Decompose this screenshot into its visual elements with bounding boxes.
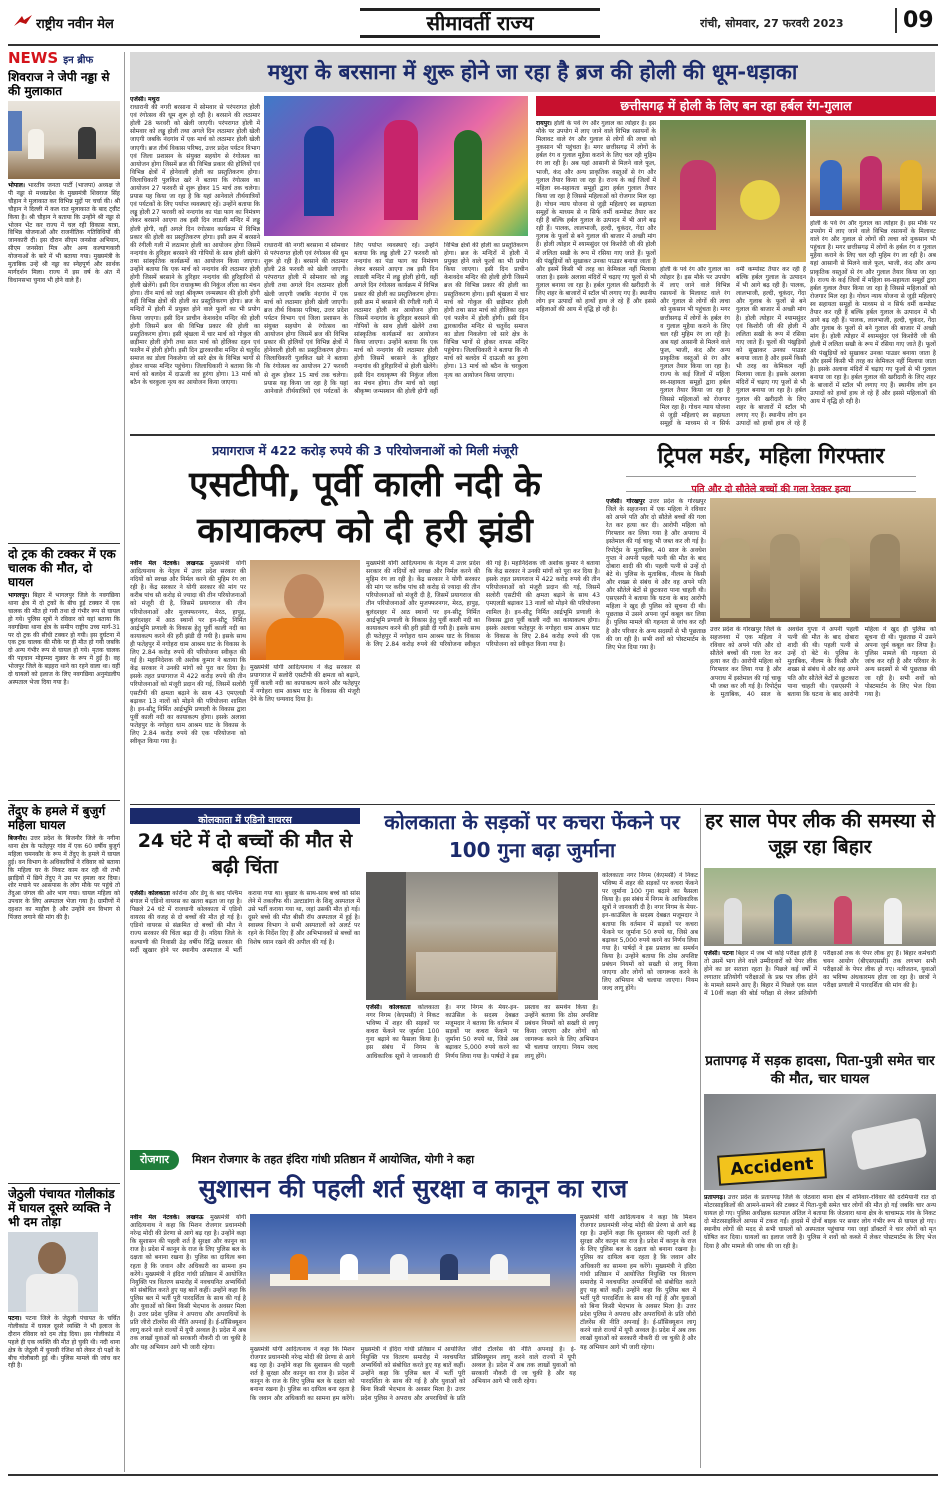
triple-murder-story	[606, 440, 936, 800]
triple-murder-subhead-bar	[626, 476, 916, 495]
students-photo	[704, 868, 936, 946]
sidebar-dateline: पटना।	[8, 1315, 22, 1322]
chhattisgarh-text: होली के पर्व रंग और गुलाल का त्योहार है। इस मौके पर उपयोग में लाए जाने वाले विभिन्न रसायनों के मिलावट वाले रंग और गुलाल से लोगों की त्वचा को नुकसान भी पहुंचता है। मगर छत्तीसगढ़ में लोगों के हर्बल रंग व गुलाल मुहैया कराने के लिए चल रही मुहिम रंग ला रही है। अब यहां आसानी से मिलने वाले फूल, भाजी, कंद और अन्य प्राकृतिक वस्तुओं से रंग और गुलाल तैयार किया जा रहा है। राज्य के कई जिलों में महिला स्व-सहायता समूहों द्वारा हर्बल गुलाल तैयार किया जा रहा है जिससे महिलाओं को रोजगार मिल रहा है। गोधन न्याय योजना से जुड़ी महिलाएं स्व सहायता समूहों के माध्यम से न सिर्फ वर्मी कम्पोस्ट तैयार कर रही हैं बल्कि हर्बल गुलाल के उत्पादन में भी आगे बढ़ रही हैं। पालक, लालभाजी, हल्दी, चुकंदर, गेंदा और गुलाब के फूलों से बने गुलाल की बाजार में अच्छी मांग है। होली त्योहार में श्यामसुंदर एवं किशोरी जी की होली में ललिता सखी के रूप में रसिया गाए जाते हैं। फूलों की पंखुड़ियों को सुखाकर उनका पाउडर बनाया जाता है और इसमें किसी भी तरह का केमिकल नहीं मिलाया जाता है। इसके अलावा मंदिरों में चढ़ाए गए फूलों से भी गुलाल बनाया जा रहा है। हर्बल गुलाल की खरीदारी के लिए शहर के बाजारों में स्टॉल भी लगाए गए हैं। स्थानीय लोग इन उत्पादों को हाथों हाथ ले रहे हैं और इससे महिलाओं की आय में वृद्धि हो रही है।	[536, 120, 656, 314]
page-number: 09	[895, 8, 934, 33]
lead-text-col1: राधारानी की नगरी बरसाना में सोमवार से परंपरागत होली एवं रंगोत्सव की धूम शुरू हो रही है। बरसाने की लठामार होली 28 फरवरी को खेली जाएगी। परंपरागत होली में सोमवार को लड्डू होली तथा अगले दिन लठामार होली खेली जाएगी जबकि नंदगांव में एक मार्च को लठामार होली खेली जाएगी। ब्रज तीर्थ विकास परिषद, उत्तर प्रदेश पर्यटन विभाग एवं जिला प्रशासन के संयुक्त सहयोग से रंगोत्सव का आयोजन होगा जिसमें ब्रज की विभिन्न प्रकार की होलियों एवं विभिन्न क्षेत्रों में होनेवाली होली का प्रस्तुतिकरण होगा। जिलाधिकारी पुलकित खरे ने बताया कि रंगोत्सव का आयोजन 27 फरवरी से शुरू होकर 15 मार्च तक चलेगा। प्रयास यह किया जा रहा है कि यहां आनेवाले तीर्थयात्रियों एवं पर्यटकों के लिए पर्याप्त व्यवस्थाएं रहें। उन्होंने बताया कि लड्डू होली 27 फरवरी को नन्दगांव का पंडा फाग का निमंत्रण लेकर बरसाने आएगा तब इसी दिन लाडली मन्दिर में लड्डू होली होगी, वहीं अगले दिन रंगोत्सव कार्यक्रम में विभिन्न प्रकार की होली का प्रस्तुतिकरण होगा। इसी क्रम में बरसाने की रंगीली गली में लठामार होली का आयोजन होगा जिसमें नन्दगांव के हुरिहार बरसाने की गोपियों के साथ होली खेलेंगे तथा सांस्कृतिक कार्यक्रमों का आयोजन किया जाएगा। उन्होंने बताया कि एक मार्च को नन्दगांव की लठामार होली होगी जिसमें बरसाने के हुरिहार नन्दगांव की हुरिहारिनों से होली खेलेंगे। इसी दिन राधाकृष्ण की निकुंज लीला का मंचन होगा। तीन मार्च को जहां श्रीकृष्ण जन्मस्थान की होली होगी वहीं विभिन्न क्षेत्रों की होली का प्रस्तुतिकरण होगा। ब्रज के मन्दिरों में होली में प्रयुक्त होने वाले फूलों का भी प्रयोग किया जाएगा। इसी दिन प्राचीन केशवदेव मन्दिर की होली होगी जिसमें ब्रज की विभिन्न प्रकार की होली का प्रस्तुतिकरण होगा। इसी श्रृंखला में चार मार्च को गोकुल की छड़ीमार होली होगी तथा सात मार्च को होलिका दहन एवं फालैन में होली होगी। इसी दिन द्वारकाधीश मन्दिर से चतुर्वेद समाज का डोला निकलेगा जो सारे क्षेत्र के विभिन्न भागों से होकर वापस मन्दिर पहुंचेगा। जिलाधिकारी ने बताया कि नौ मार्च को बलदेव में दाऊजी का हुरंगा होगा। 13 मार्च को बठैन के चरकुला नृत्य का आयोजन किया जाएगा।	[130, 104, 260, 387]
masthead-bar	[0, 0, 945, 48]
kolkata-virus-text: कोरोना और डेंगू के बाद पश्चिम बंगाल में एडिनो वायरस का खतरा बढ़ता जा रहा है। पिछले 24 घंटे में राजधानी कोलकाता में एडिनो वायरस की वजह से दो बच्चों की मौत हो गई है। एडिनो वायरस से संक्रमित दो बच्चों की मौत ने राज्य सरकार की चिंता बढ़ा दी है। नदिया जिले के कल्याणी की निवासी ढेड़ वर्षीय रिद्धि सरकार की सर्दी खुखार होने पर स्थानीय अस्पताल में भर्ती कराया गया था। बुखार के साथ-साथ बच्चे को सांस लेने में तकलीफ थी। उल्टाडांगा के शिशु अस्पताल में उसे भर्ती कराया गया था, जहां उसकी मौत हो गई। दूसरे बच्चे की मौत बीसी रॉय अस्पताल में हुई है। स्वास्थ्य विभाग ने सभी अस्पतालों को अलर्ट पर रहने के निर्देश दिए हैं और अभिभावकों से बच्चों का विशेष ध्यान रखने की अपील की गई है।	[130, 890, 360, 954]
pratapgarh-headline: प्रतापगढ़ में सड़क हादसा, पिता-पुत्री समेत चार की मौत, चार घायल	[705, 1053, 935, 1087]
prayagraj-text-continued: मुख्यमंत्री योगी आदित्यनाथ के नेतृत्व में उत्तर प्रदेश सरकार की नदियों को स्वच्छ और निर्मल करने की मुहिम रंग ला रही है। केंद्र सरकार ने योगी सरकार की मांग पर करीब पांच सौ करोड़ से ज्यादा की तीन परियोजनाओं को मंजूरी दी है, जिसमें प्रयागराज की तीन परियोजनाओं और मुजफ्फरनगर, मेरठ, हापुड़, बुलंदशहर में आठ स्थानों पर इन-सीटू निर्मित आर्द्रभूमि प्रणाली के विकास हेतु पूर्वी काली नदी का कायाकल्प करने की हरी झंडी दी गयी है। इसके साथ ही फतेहपुर में नगोहरा धाम आश्रम घाट के विकास के लिए 2.84 करोड़ रुपये की परियोजना स्वीकृत की गई है। महानिदेशक जी अशोक कुमार ने बताया कि केंद्र सरकार ने उनकी मांगों को पूरा कर दिया है। इसके तहत प्रयागराज में 422 करोड़ रुपये की तीन परियोजनाओं को मंजूरी प्रदान की गई, जिसमें सलोरी एसटीपी की क्षमता बढ़ाने के साथ 43 एमएलडी बढ़ाकर 13 नालों को मोड़ने की परियोजना शामिल है। इन-सीटू निर्मित आर्द्रभूमि प्रणाली के विकास द्वारा पूर्वी काली नदी का कायाकल्प होगा। इसके अलावा फतेहपुर के नगोहरा धाम आश्रम घाट के विकास के लिए 2.84 करोड़ रुपये की एक परियोजना को स्वीकृत किया गया है।	[366, 560, 600, 648]
pratapgarh-text: उत्तर प्रदेश के प्रतापगढ़ जिले के जेठवारा थाना क्षेत्र में शनिवार-रविवार की दरमियानी रात दो मोटरसाइकिलों की आमने-सामने की टक्कर में पिता-पुत्री समेत चार लोगों की मौत हो गई जबकि चार अन्य घायल हो गए। पुलिस अधीक्षक सतपाल अंतिल ने बताया कि जेठवारा थाना क्षेत्र के चाचामऊ गांव के निकट दो मोटरसाइकिलें आपस में टकरा गईं। हादसे में दोनों बाइक पर सवार लोग गंभीर रूप से घायल हो गए। स्थानीय लोगों की मदद से सभी घायलों को अस्पताल पहुंचाया गया जहां डॉक्टरों ने चार लोगों को मृत घोषित कर दिया। घायलों का इलाज जारी है। पुलिस ने शवों को कब्जे में लेकर पोस्टमार्टम के लिए भेज दिया है और मामले की जांच की जा रही है।	[704, 1194, 936, 1250]
sidebar	[8, 48, 120, 1478]
paper-leak-story	[704, 808, 936, 1048]
kolkata-virus-story	[130, 808, 360, 1144]
paper-leak-dateline: एजेंसी। पटना	[704, 950, 734, 957]
rozgar-kicker-row	[130, 1148, 696, 1170]
paper-logo	[12, 12, 34, 30]
women-group-photo	[810, 120, 936, 216]
event-stage-photo	[250, 1214, 576, 1342]
rozgar-tag: रोजगार	[130, 1150, 179, 1170]
prayagraj-kicker: प्रयागराज में 422 करोड़ रुपये की 3 परियोजनाओं को मिली मंजूरी	[212, 443, 518, 458]
rozgar-text: मुख्यमंत्री योगी आदित्यनाथ ने कहा कि मिशन रोजगार प्रधानमंत्री नरेन्द्र मोदी की प्रेरणा से आगे बढ़ रहा है। उन्होंने कहा कि सुशासन की पहली शर्त है सुरक्षा और कानून का राज है। प्रदेश में कानून के राज के लिए पुलिस बल के दक्षता को बनाना रखना है। पुलिस का दायित्व बना रहता है कि जवान और अधिकारी का सामना हम करेंगे। मुख्यमंत्री ने इंदिरा गांधी प्रतिष्ठान में आयोजित नियुक्ति पत्र वितरण समारोह में नवचयनित अभ्यर्थियों को संबोधित करते हुए यह बातें कहीं। उन्होंने कहा कि पुलिस बल में भर्ती पूरी पारदर्शिता के साथ की गई है और युवाओं को बिना किसी भेदभाव के अवसर मिला है। उत्तर प्रदेश पुलिस ने अपराध और अपराधियों के प्रति जीरो टॉलरेंस की नीति अपनाई है। ई-प्रॉसिक्यूशन लागू करने वाले राज्यों में यूपी अव्वल है। प्रदेश में अब तक लाखों युवाओं को सरकारी नौकरी दी जा चुकी है और यह अभियान आगे भी जारी रहेगा।	[130, 1214, 246, 1351]
accident-sign-text: Accident	[729, 1154, 815, 1180]
section-title-bar	[360, 8, 600, 38]
kolkata-virus-headline: 24 घंटे में दो बच्चों की मौत से बढ़ी चिंता	[137, 830, 353, 878]
chhattisgarh-text-col4: होली के पर्व रंग और गुलाल का त्योहार है। इस मौके पर उपयोग में लाए जाने वाले विभिन्न रसायनों के मिलावट वाले रंग और गुलाल से लोगों की त्वचा को नुकसान भी पहुंचता है। मगर छत्तीसगढ़ में लोगों के हर्बल रंग व गुलाल मुहैया कराने के लिए चल रही मुहिम रंग ला रही है। अब यहां आसानी से मिलने वाले फूल, भाजी, कंद और अन्य प्राकृतिक वस्तुओं से रंग और गुलाल तैयार किया जा रहा है। राज्य के कई जिलों में महिला स्व-सहायता समूहों द्वारा हर्बल गुलाल तैयार किया जा रहा है जिससे महिलाओं को रोजगार मिल रहा है। गोधन न्याय योजना से जुड़ी महिलाएं स्व सहायता समूहों के माध्यम से न सिर्फ वर्मी कम्पोस्ट तैयार कर रही हैं बल्कि हर्बल गुलाल के उत्पादन में भी आगे बढ़ रही हैं। पालक, लालभाजी, हल्दी, चुकंदर, गेंदा और गुलाब के फूलों से बने गुलाल की बाजार में अच्छी मांग है। होली त्योहार में श्यामसुंदर एवं किशोरी जी की होली में ललिता सखी के रूप में रसिया गाए जाते हैं। फूलों की पंखुड़ियों को सुखाकर उनका पाउडर बनाया जाता है और इसमें किसी भी तरह का केमिकल नहीं मिलाया जाता है। इसके अलावा मंदिरों में चढ़ाए गए फूलों से भी गुलाल बनाया जा रहा है। हर्बल गुलाल की खरीदारी के लिए शहर के बाजारों में स्टॉल भी लगाए गए हैं। स्थानीय लोग इन उत्पादों को हाथों हाथ ले रहे हैं और इससे महिलाओं की आय में वृद्धि हो रही है।	[810, 220, 936, 406]
kolkata-virus-kicker-bar	[130, 808, 360, 824]
kolkata-virus-kicker: कोलकाता में एडिनो वायरस	[198, 815, 292, 826]
sidebar-item	[8, 804, 120, 1180]
prayagraj-caption: मुख्यमंत्री योगी आदित्यनाथ ने केंद्र सरकार से प्रयागराज में सलोरी एसटीपी की क्षमता को बढ़ाने, पूर्वी काली नदी का कायाकल्प करने और फतेहपुर में नगोहरा धाम आश्रम घाट के विकास की मंजूरी देने के लिए धन्यवाद दिया है।	[250, 664, 360, 704]
pratapgarh-story	[704, 1052, 936, 1466]
lead-text-continued: राधारानी की नगरी बरसाना में सोमवार से परंपरागत होली एवं रंगोत्सव की धूम शुरू हो रही है। बरसाने की लठामार होली 28 फरवरी को खेली जाएगी। परंपरागत होली में सोमवार को लड्डू होली तथा अगले दिन लठामार होली खेली जाएगी जबकि नंदगांव में एक मार्च को लठामार होली खेली जाएगी। ब्रज तीर्थ विकास परिषद, उत्तर प्रदेश पर्यटन विभाग एवं जिला प्रशासन के संयुक्त सहयोग से रंगोत्सव का आयोजन होगा जिसमें ब्रज की विभिन्न प्रकार की होलियों एवं विभिन्न क्षेत्रों में होनेवाली होली का प्रस्तुतिकरण होगा। जिलाधिकारी पुलकित खरे ने बताया कि रंगोत्सव का आयोजन 27 फरवरी से शुरू होकर 15 मार्च तक चलेगा। प्रयास यह किया जा रहा है कि यहां आनेवाले तीर्थयात्रियों एवं पर्यटकों के लिए पर्याप्त व्यवस्थाएं रहें। उन्होंने बताया कि लड्डू होली 27 फरवरी को नन्दगांव का पंडा फाग का निमंत्रण लेकर बरसाने आएगा तब इसी दिन लाडली मन्दिर में लड्डू होली होगी, वहीं अगले दिन रंगोत्सव कार्यक्रम में विभिन्न प्रकार की होली का प्रस्तुतिकरण होगा। इसी क्रम में बरसाने की रंगीली गली में लठामार होली का आयोजन होगा जिसमें नन्दगांव के हुरिहार बरसाने की गोपियों के साथ होली खेलेंगे तथा सांस्कृतिक कार्यक्रमों का आयोजन किया जाएगा। उन्होंने बताया कि एक मार्च को नन्दगांव की लठामार होली होगी जिसमें बरसाने के हुरिहार नन्दगांव की हुरिहारिनों से होली खेलेंगे। इसी दिन राधाकृष्ण की निकुंज लीला का मंचन होगा। तीन मार्च को जहां श्रीकृष्ण जन्मस्थान की होली होगी वहीं विभिन्न क्षेत्रों की होली का प्रस्तुतिकरण होगा। ब्रज के मन्दिरों में होली में प्रयुक्त होने वाले फूलों का भी प्रयोग किया जाएगा। इसी दिन प्राचीन केशवदेव मन्दिर की होली होगी जिसमें ब्रज की विभिन्न प्रकार की होली का प्रस्तुतिकरण होगा। इसी श्रृंखला में चार मार्च को गोकुल की छड़ीमार होली होगी तथा सात मार्च को होलिका दहन एवं फालैन में होली होगी। इसी दिन द्वारकाधीश मन्दिर से चतुर्वेद समाज का डोला निकलेगा जो सारे क्षेत्र के विभिन्न भागों से होकर वापस मन्दिर पहुंचेगा। जिलाधिकारी ने बताया कि नौ मार्च को बलदेव में दाऊजी का हुरंगा होगा। 13 मार्च को बठैन के चरकुला नृत्य का आयोजन किया जाएगा।	[264, 242, 528, 395]
news-in-brief-label	[8, 48, 120, 70]
kolkata-garbage-text: कोलकाता नगर निगम (केएमसी) ने निकट भविष्य में शहर की सड़कों पर कचरा फेंकने पर जुर्माना 100 गुना बढ़ाने का फैसला किया है। इस संबंध में निगम के आधिकारिक सूत्रों ने जानकारी दी है। नगर निगम के मेयर-इन-काउंसिल के सदस्य देबब्रत मजूमदार ने बताया कि वर्तमान में सड़कों पर कचरा फेंकने पर जुर्माना 50 रुपये था, जिसे अब बढ़ाकर 5,000 रुपये करने का निर्णय लिया गया है। पार्षदों ने इस प्रस्ताव का समर्थन किया है। उन्होंने बताया कि ठोस अपशिष्ट प्रबंधन नियमों को सख्ती से लागू किया जाएगा और लोगों को जागरूक करने के लिए अभियान भी चलाया जाएगा। नियम जल्द लागू होंगे।	[366, 1004, 598, 1060]
section-title: सीमावर्ती राज्य	[426, 11, 534, 35]
triple-murder-dateline: एजेंसी। गोरखपुर	[606, 498, 645, 505]
chhattisgarh-headline-bar	[536, 96, 936, 116]
sidebar-dateline: भोपाल।	[8, 182, 26, 189]
rozgar-dateline: नवीन मेल नेटवर्क। लखनऊ	[130, 1214, 204, 1221]
rozgar-story	[130, 1148, 696, 1468]
holi-photo	[264, 96, 528, 236]
kolkata-garbage-dateline: एजेंसी। कोलकाता	[366, 1004, 411, 1011]
rozgar-headline: सुशासन की पहली शर्त सुरक्षा व कानून का राज	[198, 1174, 628, 1203]
lead-dateline: एजेंसी। मथुरा	[130, 96, 160, 103]
lead-headline: मथुरा के बरसाना में शुरू होने जा रहा है ब्रज की होली की धूम-धड़ाका	[267, 60, 798, 84]
rozgar-text-col: मुख्यमंत्री योगी आदित्यनाथ ने कहा कि मिशन रोजगार प्रधानमंत्री नरेन्द्र मोदी की प्रेरणा से आगे बढ़ रहा है। उन्होंने कहा कि सुशासन की पहली शर्त है सुरक्षा और कानून का राज है। प्रदेश में कानून के राज के लिए पुलिस बल के दक्षता को बनाना रखना है। पुलिस का दायित्व बना रहता है कि जवान और अधिकारी का सामना हम करेंगे। मुख्यमंत्री ने इंदिरा गांधी प्रतिष्ठान में आयोजित नियुक्ति पत्र वितरण समारोह में नवचयनित अभ्यर्थियों को संबोधित करते हुए यह बातें कहीं। उन्होंने कहा कि पुलिस बल में भर्ती पूरी पारदर्शिता के साथ की गई है और युवाओं को बिना किसी भेदभाव के अवसर मिला है। उत्तर प्रदेश पुलिस ने अपराध और अपराधियों के प्रति जीरो टॉलरेंस की नीति अपनाई है। ई-प्रॉसिक्यूशन लागू करने वाले राज्यों में यूपी अव्वल है। प्रदेश में अब तक लाखों युवाओं को सरकारी नौकरी दी जा चुकी है और यह अभियान आगे भी जारी रहेगा।	[580, 1214, 696, 1351]
sidebar-title: जेठुली पंचायत गोलीकांड में घायल दूसरे व्यक्ति ने भी दम तोड़ा	[8, 1187, 115, 1229]
brief-label: इन ब्रीफ	[63, 55, 94, 66]
paper-leak-text: बिहार में जब भी कोई परीक्षा होती है तो उसमें भाग लेने वाले उम्मीदवारों को पेपर लीक होने का डर सताता रहता है। पिछले कई वर्षों में लगातार प्रतियोगी परीक्षाओं के प्रश्न पत्र लीक होने के मामले सामने आए हैं। बिहार में पिछले एक साल में 10वीं कक्षा की बोर्ड परीक्षा से लेकर प्रतियोगी परीक्षाओं तक के पेपर लीक हुए हैं। बिहार कर्मचारी चयन आयोग (बीएसएससी) तक लगभग सभी परीक्षाओं के पेपर लीक हो गए। नतीजतन, युवाओं का भविष्य अंधकारमय होता जा रहा है। छात्रों ने परीक्षा प्रणाली में पारदर्शिता की मांग की है।	[704, 950, 936, 998]
kolkata-garbage-headline: कोलकाता के सड़कों पर कचरा फेंकने पर 100 गुना बढ़ा जुर्माना	[384, 810, 680, 862]
sidebar-text: उत्तर प्रदेश के बिजनौर जिले के नगीना थाना क्षेत्र के फतेहपुर गांव में एक 60 वर्षीय बुजुर्ग महिला चमनकौर के रूप में तेंदुए के हमले में घायल हुई। वन विभाग के अधिकारियों ने रविवार को बताया कि महिला घर के निकट काम कर रही थी तभी झाड़ियों में छिपे तेंदुए ने उस पर हमला कर दिया। शोर मचाने पर आसपास के लोग मौके पर पहुंचे तो तेंदुआ जंगल की ओर भाग गया। घायल महिला को उपचार के लिए अस्पताल भेजा गया है। ग्रामीणों में दहशत का माहौल है और उन्होंने वन विभाग से पिंजरा लगाने की मांग की है।	[8, 835, 120, 922]
triple-murder-subhead: पति और दो सौतेले बच्चों की गला रेतकर हत्या	[691, 484, 851, 495]
meeting-photo	[8, 101, 120, 179]
triple-murder-headline: ट्रिपल मर्डर, महिला गिरफ्तार	[657, 444, 885, 469]
sidebar-text: भारतीय जनता पार्टी (भाजपा) अध्यक्ष जे पी नड्डा से मध्यप्रदेश के मुख्यमंत्री शिवराज सिंह चौहान ने मुलाकात कर विभिन्न मुद्दों पर चर्चा की। श्री चौहान ने दिल्ली में कल रात मुलाकात के बाद ट्वीट किया है। श्री चौहान ने बताया कि उन्होंने श्री नड्डा से भोजन भेंट कर राज्य में चल रही विकास यात्रा, विभिन्न योजनाओं और राजनीतिक गतिविधियों की जानकारी दी। इस दौरान सीएम जनसेवा अभियान, सीएम जनसेवा मित्र और अन्य कल्याणकारी योजनाओं के बारे में भी बताया गया। मुख्यमंत्री के मुताबिक उन्हें श्री नड्डा का स्नेहपूर्ण और सार्थक मार्गदर्शन मिला। राज्य में इस वर्ष के अंत में विधानसभा चुनाव भी होने वाले हैं।	[8, 182, 120, 284]
portrait-photo	[8, 1232, 98, 1312]
prayagraj-headline: एसटीपी, पूर्वी काली नदी के कायाकल्प को दी हरी झंडी	[189, 465, 541, 551]
yogi-photo	[250, 560, 360, 660]
kolkata-garbage-text-col: कोलकाता नगर निगम (केएमसी) ने निकट भविष्य में शहर की सड़कों पर कचरा फेंकने पर जुर्माना 100 गुना बढ़ाने का फैसला किया है। इस संबंध में निगम के आधिकारिक सूत्रों ने जानकारी दी है। नगर निगम के मेयर-इन-काउंसिल के सदस्य देबब्रत मजूमदार ने बताया कि वर्तमान में सड़कों पर कचरा फेंकने पर जुर्माना 50 रुपये था, जिसे अब बढ़ाकर 5,000 रुपये करने का निर्णय लिया गया है। पार्षदों ने इस प्रस्ताव का समर्थन किया है। उन्होंने बताया कि ठोस अपशिष्ट प्रबंधन नियमों को सख्ती से लागू किया जाएगा और लोगों को जागरूक करने के लिए अभियान भी चलाया जाएगा। नियम जल्द लागू होंगे।	[602, 872, 698, 993]
lead-story	[130, 96, 530, 431]
chhattisgarh-story	[536, 96, 936, 431]
lead-headline-bar	[130, 52, 935, 92]
garbage-street-photo	[366, 872, 598, 1000]
triple-murder-text-continued: उत्तर प्रदेश के गोरखपुर जिले के सहजनवा में एक महिला ने रविवार को अपने पति और दो सौतेले बच्चों की गला रेत कर हत्या कर दी। आरोपी महिला को गिरफ्तार कर लिया गया है और अपराध में इस्तेमाल की गई चाकू भी जब्त कर ली गई है। रिपोर्ट्स के मुताबिक, 40 साल के अवधेश गुप्ता ने अपनी पहली पत्नी की मौत के बाद दोबारा शादी की थी। पहली पत्नी से उन्हें दो बेटे थे। पुलिस के मुताबिक, नीलम के किसी और शख्स से संबंध थे और वह अपने पति और सौतेले बेटों से छुटकारा पाना चाहती थी। एसएसपी ने बताया कि घटना के बाद आरोपी महिला ने खुद ही पुलिस को सूचना दी थी। पूछताछ में उसने अपना जुर्म कबूल कर लिया है। पुलिस मामले की गहनता से जांच कर रही है और परिवार के अन्य सदस्यों से भी पूछताछ की जा रही है। सभी शवों को पोस्टमार्टम के लिए भेज दिया गया है।	[710, 626, 936, 698]
dateline-header: रांची, सोमवार, 27 फरवरी 2023	[700, 17, 844, 30]
kolkata-garbage-story	[366, 808, 698, 1144]
prayagraj-text: मुख्यमंत्री योगी आदित्यनाथ के नेतृत्व में उत्तर प्रदेश सरकार की नदियों को स्वच्छ और निर्मल करने की मुहिम रंग ला रही है। केंद्र सरकार ने योगी सरकार की मांग पर करीब पांच सौ करोड़ से ज्यादा की तीन परियोजनाओं को मंजूरी दी है, जिसमें प्रयागराज की तीन परियोजनाओं और मुजफ्फरनगर, मेरठ, हापुड़, बुलंदशहर में आठ स्थानों पर इन-सीटू निर्मित आर्द्रभूमि प्रणाली के विकास हेतु पूर्वी काली नदी का कायाकल्प करने की हरी झंडी दी गयी है। इसके साथ ही फतेहपुर में नगोहरा धाम आश्रम घाट के विकास के लिए 2.84 करोड़ रुपये की परियोजना स्वीकृत की गई है। महानिदेशक जी अशोक कुमार ने बताया कि केंद्र सरकार ने उनकी मांगों को पूरा कर दिया है। इसके तहत प्रयागराज में 422 करोड़ रुपये की तीन परियोजनाओं को मंजूरी प्रदान की गई, जिसमें सलोरी एसटीपी की क्षमता बढ़ाने के साथ 43 एमएलडी बढ़ाकर 13 नालों को मोड़ने की परियोजना शामिल है। इन-सीटू निर्मित आर्द्रभूमि प्रणाली के विकास द्वारा पूर्वी काली नदी का कायाकल्प होगा। इसके अलावा फतेहपुर के नगोहरा धाम आश्रम घाट के विकास के लिए 2.84 करोड़ रुपये की एक परियोजना को स्वीकृत किया गया है।	[130, 560, 246, 746]
sidebar-item	[8, 70, 120, 540]
chhattisgarh-headline: छत्तीसगढ़ में होली के लिए बन रहा हर्बल रंग-गुलाल	[620, 98, 852, 113]
chhattisgarh-dateline: रायपुर।	[536, 120, 552, 127]
kolkata-virus-dateline: एजेंसी। कोलकाता	[130, 890, 170, 897]
chhattisgarh-text-lower: होली के पर्व रंग और गुलाल का त्योहार है। इस मौके पर उपयोग में लाए जाने वाले विभिन्न रसायनों के मिलावट वाले रंग और गुलाल से लोगों की त्वचा को नुकसान भी पहुंचता है। मगर छत्तीसगढ़ में लोगों के हर्बल रंग व गुलाल मुहैया कराने के लिए चल रही मुहिम रंग ला रही है। अब यहां आसानी से मिलने वाले फूल, भाजी, कंद और अन्य प्राकृतिक वस्तुओं से रंग और गुलाल तैयार किया जा रहा है। राज्य के कई जिलों में महिला स्व-सहायता समूहों द्वारा हर्बल गुलाल तैयार किया जा रहा है जिससे महिलाओं को रोजगार मिल रहा है। गोधन न्याय योजना से जुड़ी महिलाएं स्व सहायता समूहों के माध्यम से न सिर्फ वर्मी कम्पोस्ट तैयार कर रही हैं बल्कि हर्बल गुलाल के उत्पादन में भी आगे बढ़ रही हैं। पालक, लालभाजी, हल्दी, चुकंदर, गेंदा और गुलाब के फूलों से बने गुलाल की बाजार में अच्छी मांग है। होली त्योहार में श्यामसुंदर एवं किशोरी जी की होली में ललिता सखी के रूप में रसिया गाए जाते हैं। फूलों की पंखुड़ियों को सुखाकर उनका पाउडर बनाया जाता है और इसमें किसी भी तरह का केमिकल नहीं मिलाया जाता है। इसके अलावा मंदिरों में चढ़ाए गए फूलों से भी गुलाल बनाया जा रहा है। हर्बल गुलाल की खरीदारी के लिए शहर के बाजारों में स्टॉल भी लगाए गए हैं। स्थानीय लोग इन उत्पादों को हाथों हाथ ले रहे हैं	[660, 266, 806, 427]
sidebar-title: दो ट्रक की टक्कर में एक चालक की मौत, दो घायल	[8, 547, 116, 589]
pratapgarh-dateline: प्रतापगढ़।	[704, 1194, 726, 1201]
triple-murder-text: उत्तर प्रदेश के गोरखपुर जिले के सहजनवा में एक महिला ने रविवार को अपने पति और दो सौतेले बच्चों की गला रेत कर हत्या कर दी। आरोपी महिला को गिरफ्तार कर लिया गया है और अपराध में इस्तेमाल की गई चाकू भी जब्त कर ली गई है। रिपोर्ट्स के मुताबिक, 40 साल के अवधेश गुप्ता ने अपनी पहली पत्नी की मौत के बाद दोबारा शादी की थी। पहली पत्नी से उन्हें दो बेटे थे। पुलिस के मुताबिक, नीलम के किसी और शख्स से संबंध थे और वह अपने पति और सौतेले बेटों से छुटकारा पाना चाहती थी। एसएसपी ने बताया कि घटना के बाद आरोपी महिला ने खुद ही पुलिस को सूचना दी थी। पूछताछ में उसने अपना जुर्म कबूल कर लिया है। पुलिस मामले की गहनता से जांच कर रही है और परिवार के अन्य सदस्यों से भी पूछताछ की जा रही है। सभी शवों को पोस्टमार्टम के लिए भेज दिया गया है।	[606, 498, 706, 651]
sidebar-text: पटना जिले के जेठुली पंचायत के चर्चित गोलीकांड में घायल दूसरे व्यक्ति ने भी इलाज के दौरान रविवार को दम तोड़ दिया। इस गोलीकांड में पहले ही एक व्यक्ति की मौत हो चुकी थी। नदी थाना क्षेत्र के जेठुली में चुनावी रंजिश को लेकर दो पक्षों के बीच गोलीबारी हुई थी। पुलिस मामले की जांच कर रही है।	[8, 1315, 120, 1370]
paper-leak-headline: हर साल पेपर लीक की समस्या से जूझ रहा बिहार	[705, 810, 935, 858]
sidebar-title: तेंदुए के हमले में बुजुर्ग महिला घायल	[8, 804, 106, 832]
rozgar-kicker: मिशन रोजगार के तहत इंदिरा गांधी प्रतिष्ठान में आयोजित, योगी ने कहा	[192, 1153, 475, 1166]
prayagraj-story	[130, 440, 600, 800]
bird-logo-icon	[12, 12, 34, 30]
herbal-gulal-photo	[660, 120, 806, 262]
sidebar-title: शिवराज ने जेपी नड्डा से की मुलाकात	[8, 70, 110, 98]
prayagraj-dateline: नवीन मेल नेटवर्क। लखनऊ	[130, 560, 204, 567]
paper-name: राष्ट्रीय नवीन मेल	[36, 17, 114, 32]
sidebar-text: बिहार में भागलपुर जिले के नवगछिया थाना क्षेत्र में दो ट्रकों के बीच हुई टक्कर में एक चालक की मौत हो गयी तथा दो गंभीर रूप से घायल हो गये। पुलिस सूत्रों ने रविवार को यहां बताया कि नवगछिया थाना क्षेत्र के समीप राष्ट्रीय उच्च मार्ग-31 पर दो ट्रक की सीधी टक्कर हो गयी। इस दुर्घटना में एक ट्रक चालक की मौके पर ही मौत हो गयी जबकि दो अन्य गंभीर रूप से घायल हो गये। मृतक चालक की पहचान मोहम्मद मुन्नवर के रूप में हुई है। वह भोजपुर जिले के बड़हरा थाने का रहने वाला था। वहीं दो घायलों को इलाज के लिए नवगछिया अनुमंडलीय अस्पताल भेजा दिया गया है।	[8, 592, 120, 686]
lead-text-lower	[264, 242, 528, 431]
sidebar-item	[8, 1187, 120, 1477]
sidebar-dateline: बिजनौर।	[8, 835, 28, 842]
rozgar-text-lower: मुख्यमंत्री योगी आदित्यनाथ ने कहा कि मिशन रोजगार प्रधानमंत्री नरेन्द्र मोदी की प्रेरणा से आगे बढ़ रहा है। उन्होंने कहा कि सुशासन की पहली शर्त है सुरक्षा और कानून का राज है। प्रदेश में कानून के राज के लिए पुलिस बल के दक्षता को बनाना रखना है। पुलिस का दायित्व बना रहता है कि जवान और अधिकारी का सामना हम करेंगे। मुख्यमंत्री ने इंदिरा गांधी प्रतिष्ठान में आयोजित नियुक्ति पत्र वितरण समारोह में नवचयनित अभ्यर्थियों को संबोधित करते हुए यह बातें कहीं। उन्होंने कहा कि पुलिस बल में भर्ती पूरी पारदर्शिता के साथ की गई है और युवाओं को बिना किसी भेदभाव के अवसर मिला है। उत्तर प्रदेश पुलिस ने अपराध और अपराधियों के प्रति जीरो टॉलरेंस की नीति अपनाई है। ई-प्रॉसिक्यूशन लागू करने वाले राज्यों में यूपी अव्वल है। प्रदेश में अब तक लाखों युवाओं को सरकारी नौकरी दी जा चुकी है और यह अभियान आगे भी जारी रहेगा।	[250, 1346, 576, 1402]
sidebar-dateline: भागलपुर।	[8, 592, 30, 599]
news-label: NEWS	[8, 49, 59, 67]
accident-sign-photo	[704, 1094, 936, 1190]
sidebar-item	[8, 547, 120, 797]
police-press-photo	[710, 498, 936, 622]
